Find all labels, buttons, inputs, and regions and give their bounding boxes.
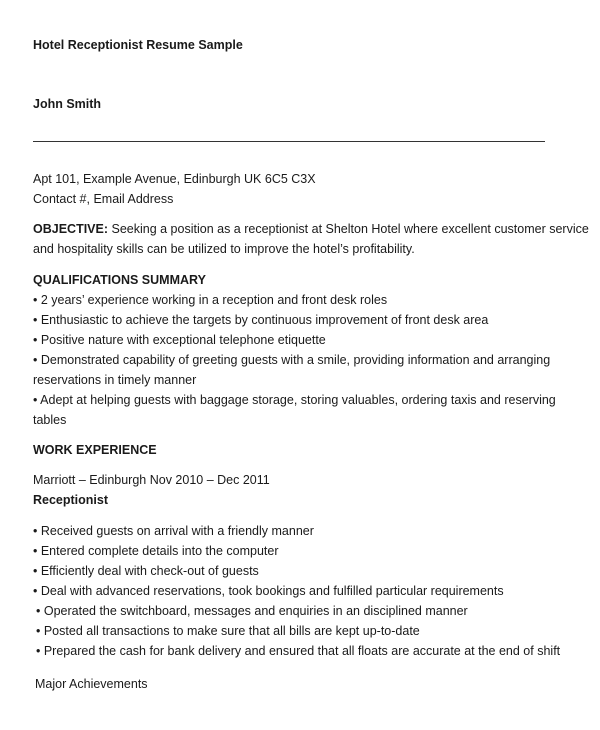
work-experience-heading: WORK EXPERIENCE	[33, 443, 157, 457]
qualification-item-continued: reservations in timely manner	[33, 373, 197, 387]
qualification-item: • 2 years’ experience working in a reception and front desk roles	[33, 293, 388, 307]
duty-item: • Efficiently deal with check-out of guests	[33, 564, 259, 578]
duty-item: • Received guests on arrival with a friendly manner	[33, 524, 314, 538]
objective-label: OBJECTIVE:	[33, 222, 109, 236]
document-title: Hotel Receptionist Resume Sample	[33, 38, 243, 52]
qualification-item: • Demonstrated capability of greeting guests with a smile, providing information and arranging	[33, 353, 551, 367]
employer-dates: Marriott – Edinburgh Nov 2010 – Dec 2011	[33, 473, 270, 487]
duty-item: • Posted all transactions to make sure that all bills are kept up-to-date	[36, 624, 420, 638]
qualification-item: • Adept at helping guests with baggage storage, storing valuables, ordering taxis and reserving	[33, 393, 556, 407]
objective-line-1	[33, 219, 589, 239]
objective-line-2: and hospitality skills can be utilized to improve the hotel’s profitability.	[33, 242, 415, 256]
achievements-label: Major Achievements	[35, 677, 148, 691]
objective-text-1: Seeking a position as a receptionist at Shelton Hotel where excellent customer service	[108, 222, 589, 236]
duty-item: • Deal with advanced reservations, took bookings and fulfilled particular requirements	[33, 584, 504, 598]
job-role: Receptionist	[33, 493, 109, 507]
address: Apt 101, Example Avenue, Edinburgh UK 6C5 C3X	[33, 172, 316, 186]
qualifications-heading: QUALIFICATIONS SUMMARY	[33, 273, 206, 287]
divider-line	[33, 141, 545, 142]
duty-item: • Operated the switchboard, messages and enquiries in an disciplined manner	[36, 604, 468, 618]
qualification-item-continued: tables	[33, 413, 67, 427]
duty-item: • Entered complete details into the computer	[33, 544, 279, 558]
candidate-name: John Smith	[33, 97, 102, 111]
qualification-item: • Positive nature with exceptional telephone etiquette	[33, 333, 326, 347]
duty-item: • Prepared the cash for bank delivery and ensured that all floats are accurate at the end of shift	[36, 644, 561, 658]
qualification-item: • Enthusiastic to achieve the targets by continuous improvement of front desk area	[33, 313, 489, 327]
contact-info: Contact #, Email Address	[33, 192, 174, 206]
